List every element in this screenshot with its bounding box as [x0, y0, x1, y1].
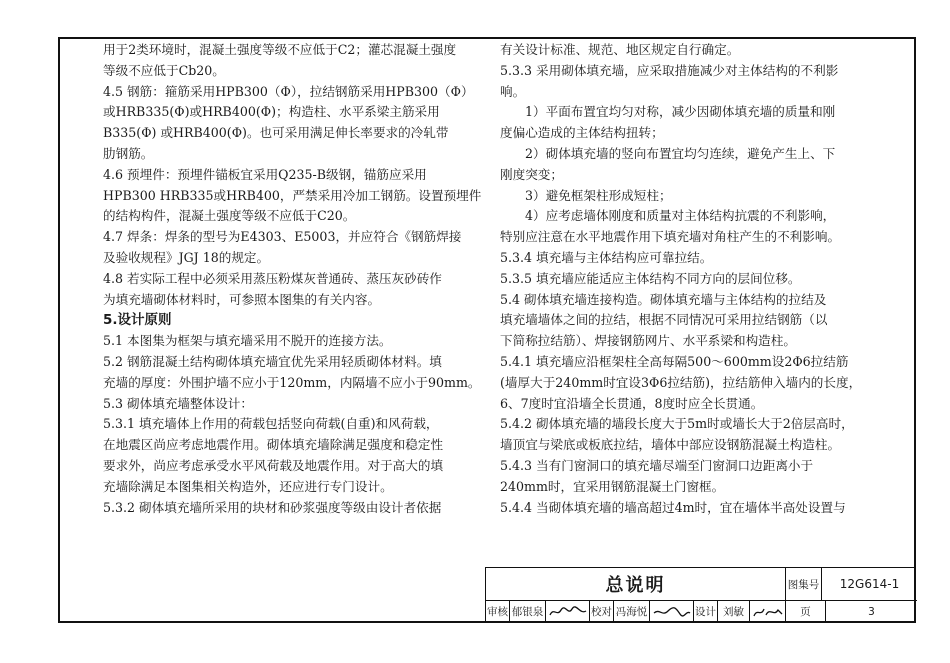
list-item: 1）平面布置宜均匀对称，减少因砌体填充墙的质量和刚	[525, 104, 836, 120]
text-line: 响。	[500, 83, 526, 99]
text-line: 5.3.4 填充墙与主体结构应可靠拉结。	[500, 249, 713, 265]
text-line: 4.8 若实际工程中必须采用蒸压粉煤灰普通砖、蒸压灰砂砖作	[103, 270, 442, 286]
text-line: 4.7 焊条：焊条的型号为E4303、E5003，并应符合《钢筋焊接	[103, 229, 462, 245]
text-line: 的结构构件，混凝土强度等级不应低于C20。	[103, 208, 356, 224]
text-line: 5.3.5 填充墙应能适应主体结构不同方向的层间位移。	[500, 270, 801, 286]
text-line: 度偏心造成的主体结构扭转；	[500, 125, 664, 141]
text-line: 及验收规程》JGJ 18的规定。	[103, 249, 270, 265]
text-line: 为填充墙砌体材料时，可参照本图集的有关内容。	[103, 291, 381, 307]
text-line: 5.4 砌体填充墙连接构造。砌体填充墙与主体结构的拉结及	[500, 291, 827, 307]
review-signature	[546, 601, 590, 622]
text-line: 充墙除满足本图集相关构造外，还应进行专门设计。	[103, 478, 393, 494]
sheet-title: 总说明	[486, 568, 786, 601]
right-text-column	[500, 40, 861, 518]
text-line: 5.4.3 当有门窗洞口的填充墙尽端至门窗洞口边距离小于	[500, 457, 814, 473]
design-signature	[750, 601, 786, 622]
text-line: 用于2类环境时，混凝土强度等级不应低于C2；灌芯混凝土强度	[103, 42, 457, 57]
text-line: 有关设计标准、规范、地区规定自行确定。	[500, 42, 740, 57]
text-line: HPB300 HRB335或HRB400，严禁采用冷加工钢筋。设置预埋件	[103, 187, 482, 203]
text-line: 肋钢筋。	[103, 145, 154, 161]
page-label: 页	[786, 601, 826, 622]
review-label: 审核	[486, 601, 510, 622]
text-line: 或HRB335(Φ)或HRB400(Φ)；构造柱、水平系梁主筋采用	[103, 104, 440, 120]
check-name: 冯海悦	[614, 601, 650, 622]
text-line: 5.4.1 填充墙应沿框架柱全高每隔500～600mm设2Φ6拉结筋	[500, 353, 849, 369]
text-line: 5.3.2 砌体填充墙所采用的块材和砂浆强度等级由设计者依据	[103, 499, 442, 515]
text-line: 4.5 钢筋：箍筋采用HPB300（Φ），拉结钢筋采用HPB300（Φ）	[103, 83, 474, 99]
atlas-number: 12G614-1	[822, 568, 917, 601]
text-line: 5.3 砌体填充墙整体设计：	[103, 395, 253, 411]
text-line: 要求外，尚应考虑承受水平风荷载及地震作用。对于高大的填	[103, 457, 444, 473]
text-line: 下简称拉结筋）、焊接钢筋网片、水平系梁和构造柱。	[500, 333, 796, 349]
text-line: 5.2 钢筋混凝土结构砌体填充墙宜优先采用轻质砌体材料。填	[103, 353, 442, 369]
review-name: 郁银泉	[510, 601, 546, 622]
text-line: B335(Φ) 或HRB400(Φ)。也可采用满足伸长率要求的冷轧带	[103, 125, 449, 141]
text-line: 特别应注意在水平地震作用下填充墙对角柱产生的不利影响。	[500, 229, 841, 245]
text-line: (墙厚大于240mm时宜设3Φ6拉结筋)，拉结筋伸入墙内的长度，	[500, 374, 862, 390]
text-line: 充墙的厚度：外围护墙不应小于120mm，内隔墙不应小于90mm。	[103, 374, 481, 390]
text-line: 5.4.4 当砌体填充墙的墙高超过4m时，宜在墙体半高处设置与	[500, 499, 846, 515]
list-item: 4）应考虑墙体刚度和质量对主体结构抗震的不利影响，	[525, 208, 836, 224]
text-line: 5.1 本图集为框架与填充墙采用不脱开的连接方法。	[103, 333, 392, 349]
text-line: 5.3.3 采用砌体填充墙，应采取措施减少对主体结构的不利影	[500, 62, 839, 78]
title-block	[485, 567, 916, 623]
atlas-number-label: 图集号	[786, 568, 822, 601]
list-item: 2）砌体填充墙的竖向布置宜均匀连续，避免产生上、下	[525, 145, 836, 161]
page-number: 3	[868, 605, 875, 618]
signature-row	[486, 601, 917, 622]
text-line: 等级不应低于Cb20。	[103, 62, 225, 78]
text-line: 240mm时，宜采用钢筋混凝土门窗框。	[500, 478, 725, 494]
section-heading: 5.设计原则	[103, 312, 172, 329]
text-line: 在地震区尚应考虑地震作用。砌体填充墙除满足强度和稳定性	[103, 437, 444, 453]
text-line: 填充墙墙体之间的拉结，根据不同情况可采用拉结钢筋（以	[500, 312, 828, 328]
check-signature	[650, 601, 694, 622]
text-line: 5.3.1 填充墙体上作用的荷载包括竖向荷载(自重)和风荷载，	[103, 416, 439, 432]
design-name: 刘敏	[718, 601, 750, 622]
design-label: 设计	[694, 601, 718, 622]
text-line: 4.6 预埋件：预埋件锚板宜采用Q235-B级钢，锚筋应采用	[103, 166, 427, 182]
list-item: 3）避免框架柱形成短柱；	[525, 187, 672, 203]
text-line: 6、7度时宜沿墙全长贯通，8度时应全长贯通。	[500, 395, 764, 411]
check-label: 校对	[590, 601, 614, 622]
text-line: 刚度突变；	[500, 166, 563, 182]
left-text-column	[103, 40, 481, 518]
text-line: 5.4.2 砌体填充墙的墙段长度大于5m时或墙长大于2倍层高时，	[500, 416, 854, 432]
text-line: 墙顶宜与梁底或板底拉结，墙体中部应设钢筋混凝土构造柱。	[500, 437, 841, 453]
